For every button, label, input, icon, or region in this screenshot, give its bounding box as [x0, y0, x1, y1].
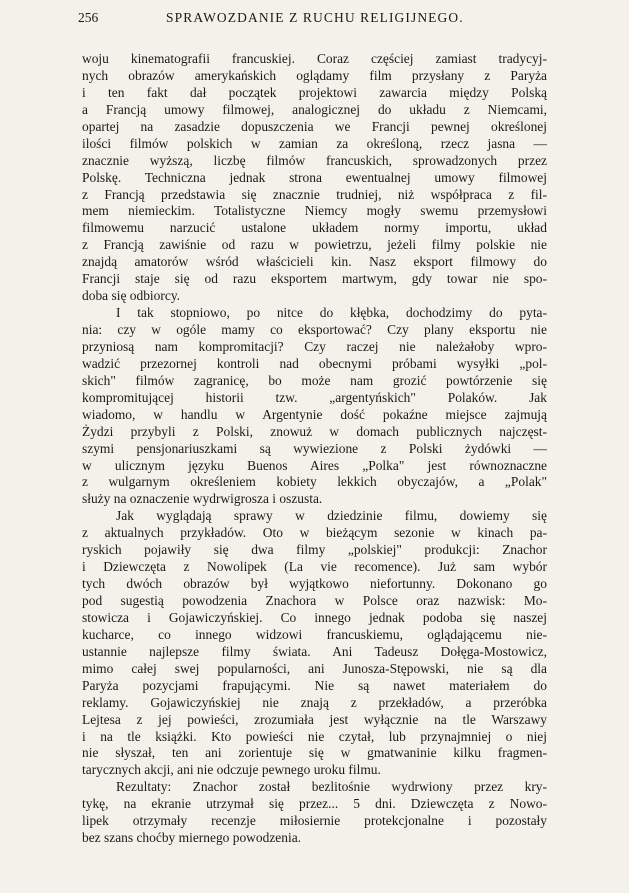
text-line: bez szans choćby miernego powodzenia.	[82, 830, 302, 846]
text-line: tykę, na ekranie utrzymał się przez... 5 dni. Dziewczęta z Nowo-	[82, 796, 547, 812]
text-line: doba się odbiorcy.	[82, 288, 181, 304]
text-line: reklamy. Gojawiczyńskiej nie znają z przekładów, a przeróbka	[82, 694, 547, 710]
text-line: tych dwóch obrazów był wyjątkowo niefortunny. Dokonano go	[82, 576, 547, 592]
text-line: stowicza i Gojawiczyńskiej. Co innego jednak podoba się naszej	[82, 609, 547, 625]
text-line: ilości filmów polskich w zamian za określoną, rzecz jasna —	[82, 135, 547, 151]
text-line: Paryża pozycjami frapującymi. Nie są nawet materiałem do	[82, 677, 547, 693]
text-line: wiadomo, w handlu w Argentynie dość pokaźne miejsce zajmują	[82, 406, 547, 422]
text-line: filmowemu narzucić ustalone układem normy importu, układ	[82, 220, 547, 236]
running-title: SPRAWOZDANIE Z RUCHU RELIGIJNEGO.	[166, 10, 464, 25]
text-line: ustannie najlepsze filmy świata. Ani Tadeusz Dołęga-Mostowicz,	[82, 643, 547, 659]
text-line: a Francją umowy filmowej, analogicznej do układu z Niemcami,	[82, 101, 547, 117]
text-line: Polskę. Techniczna jednak strona ewentualnej umowy filmowej	[82, 169, 547, 185]
text-line: z aktualnych przykładów. Oto w bieżącym sezonie w kinach pa-	[82, 525, 547, 541]
text-line: ryskich pojawiły się dwa filmy „polskiej" produkcji: Znachor	[82, 542, 547, 558]
text-line: nie słyszał, ten ani zorientuje się w gmatwaninie kilku fragmen-	[82, 745, 547, 761]
text-line: skich" filmów zagranicę, bo może nam grozić powtórzenie się	[82, 372, 547, 388]
text-line: lipek otrzymały recenzje miłosiernie protekcjonalne i pozostały	[82, 813, 547, 829]
text-line: i na tle książki. Kto powieści nie czytał, lub przynajmniej o niej	[82, 728, 547, 744]
text-line: opartej na zasadzie dopuszczenia we Francji pewnej określonej	[82, 118, 547, 134]
text-line: znacznie wyższą, liczbę filmów francuskich, sprowadzonych przez	[82, 152, 547, 168]
text-line: szymi pensjonariuszkami są wywiezione z Polski żydówki —	[82, 440, 547, 456]
text-line: z wulgarnym określeniem kobiety lekkich obyczajów, a „Polak"	[82, 474, 547, 490]
text-line: kompromitującej historii tzw. „argentyńskich" Polaków. Jak	[82, 389, 547, 405]
text-line: mem niemieckim. Totalistyczne Niemcy mogły swemu przemysłowi	[82, 203, 547, 219]
paragraph-first-line: I tak stopniowo, po nitce do kłębka, dochodzimy do pyta-	[116, 305, 547, 321]
page-header	[78, 10, 548, 32]
paragraph-first-line: Jak wyglądają sprawy w dziedzinie filmu, dowiemy się	[116, 508, 547, 524]
text-line: znajdą amatorów wśród właścicieli kin. Nasz eksport filmowy do	[82, 254, 547, 270]
text-line: Żydzi przybyli z Polski, znowuż w domach publicznych najczęst-	[82, 423, 547, 439]
text-line: kucharce, co innego widzowi francuskiemu, oglądającemu nie-	[82, 626, 547, 642]
text-line: z Francją zawiśnie od razu w powietrzu, jeżeli filmy polskie nie	[82, 237, 547, 253]
text-line: służy na oznaczenie wydrwigrosza i oszusta.	[82, 491, 323, 507]
text-line: wadzić przezornej kontroli nad obecnymi próbami wysyłki „pol-	[82, 355, 547, 371]
text-line: przyniosą nam kompromitacji? Czy raczej nie należałoby wpro-	[82, 338, 547, 354]
text-line: woju kinematografii francuskiej. Coraz częściej zamiast tradycyj-	[82, 51, 547, 66]
paragraph-first-line: Rezultaty: Znachor został bezlitośnie wydrwiony przez kry-	[116, 779, 547, 795]
text-line: Lejtesa z jej powieści, zrozumiała jest wyłącznie na tle Warszawy	[82, 711, 547, 727]
text-line: nia: czy w ogóle mamy co eksportować? Czy plany eksportu nie	[82, 322, 547, 337]
text-line: z Francją przedstawia się znacznie trudniej, niż współpraca z fil-	[82, 186, 547, 202]
text-line: mimo całej swej popularności, ani Junosza-Stępowski, nie są dla	[82, 660, 547, 676]
text-line: nych obrazów amerykańskich oglądamy film przysłany z Paryża	[82, 67, 547, 83]
page-number: 256	[78, 10, 99, 25]
text-line: w ulicznym języku Buenos Aires „Polka" jest równoznaczne	[82, 457, 547, 473]
text-line: Francji staje się od razu eksportem martwym, gdy towar nie spo-	[82, 271, 547, 287]
text-line: i ten fakt dał początek projektowi zawarcia między Polską	[82, 84, 547, 100]
text-line: pod sugestią powodzenia Znachora w Polsce oraz nazwisk: Mo-	[82, 593, 547, 608]
text-line: i Dziewczęta z Nowolipek (La vie recomence). Już sam wybór	[82, 559, 547, 575]
body-text	[82, 51, 547, 847]
text-line: tarycznych akcji, ani nie odczuje pewnego uroku filmu.	[82, 762, 381, 778]
